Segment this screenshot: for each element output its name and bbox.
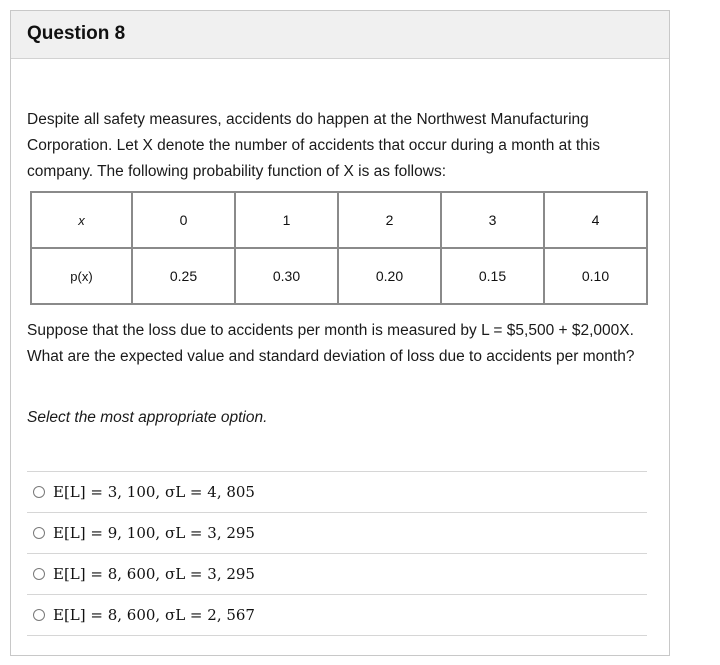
radio-button[interactable] [33,568,45,580]
radio-button[interactable] [33,609,45,621]
table-cell: 0.20 [338,248,441,304]
question-prompt: Suppose that the loss due to accidents per month is measured by L = $5,500 + $2,000X. What are the expected value and standard deviation of loss due to accidents per month? [27,322,635,365]
answer-option-label: E[L] = 3, 100, σL = 4, 805 [53,483,255,501]
table-row-label-x: x [31,192,132,248]
table-cell: 2 [338,192,441,248]
radio-button[interactable] [33,486,45,498]
table-cell: 1 [235,192,338,248]
question-title: Question 8 [27,23,126,44]
table-row-px [31,248,647,304]
answer-option[interactable] [27,594,647,636]
table-row-label-px: p(x) [31,248,132,304]
table-cell: 0.15 [441,248,544,304]
answer-option-label: E[L] = 8, 600, σL = 2, 567 [53,606,255,624]
answer-option-label: E[L] = 9, 100, σL = 3, 295 [53,524,255,542]
answer-options [27,471,647,636]
answer-option-label: E[L] = 8, 600, σL = 3, 295 [53,565,255,583]
question-header [11,11,669,59]
answer-option[interactable] [27,512,647,553]
question-instruction: Select the most appropriate option. [27,409,268,426]
question-intro: Despite all safety measures, accidents do happen at the Northwest Manufacturing Corporation. Let X denote the number of accidents that occur during a month at this company. The following probability function of X is as follows: [27,111,600,180]
table-row-x [31,192,647,248]
table-cell: 0.30 [235,248,338,304]
table-cell: 0.10 [544,248,647,304]
table-cell: 4 [544,192,647,248]
question-card [10,10,670,656]
table-cell: 0 [132,192,235,248]
radio-button[interactable] [33,527,45,539]
probability-table [30,191,648,305]
answer-option[interactable] [27,471,647,512]
table-cell: 0.25 [132,248,235,304]
table-cell: 3 [441,192,544,248]
answer-option[interactable] [27,553,647,594]
